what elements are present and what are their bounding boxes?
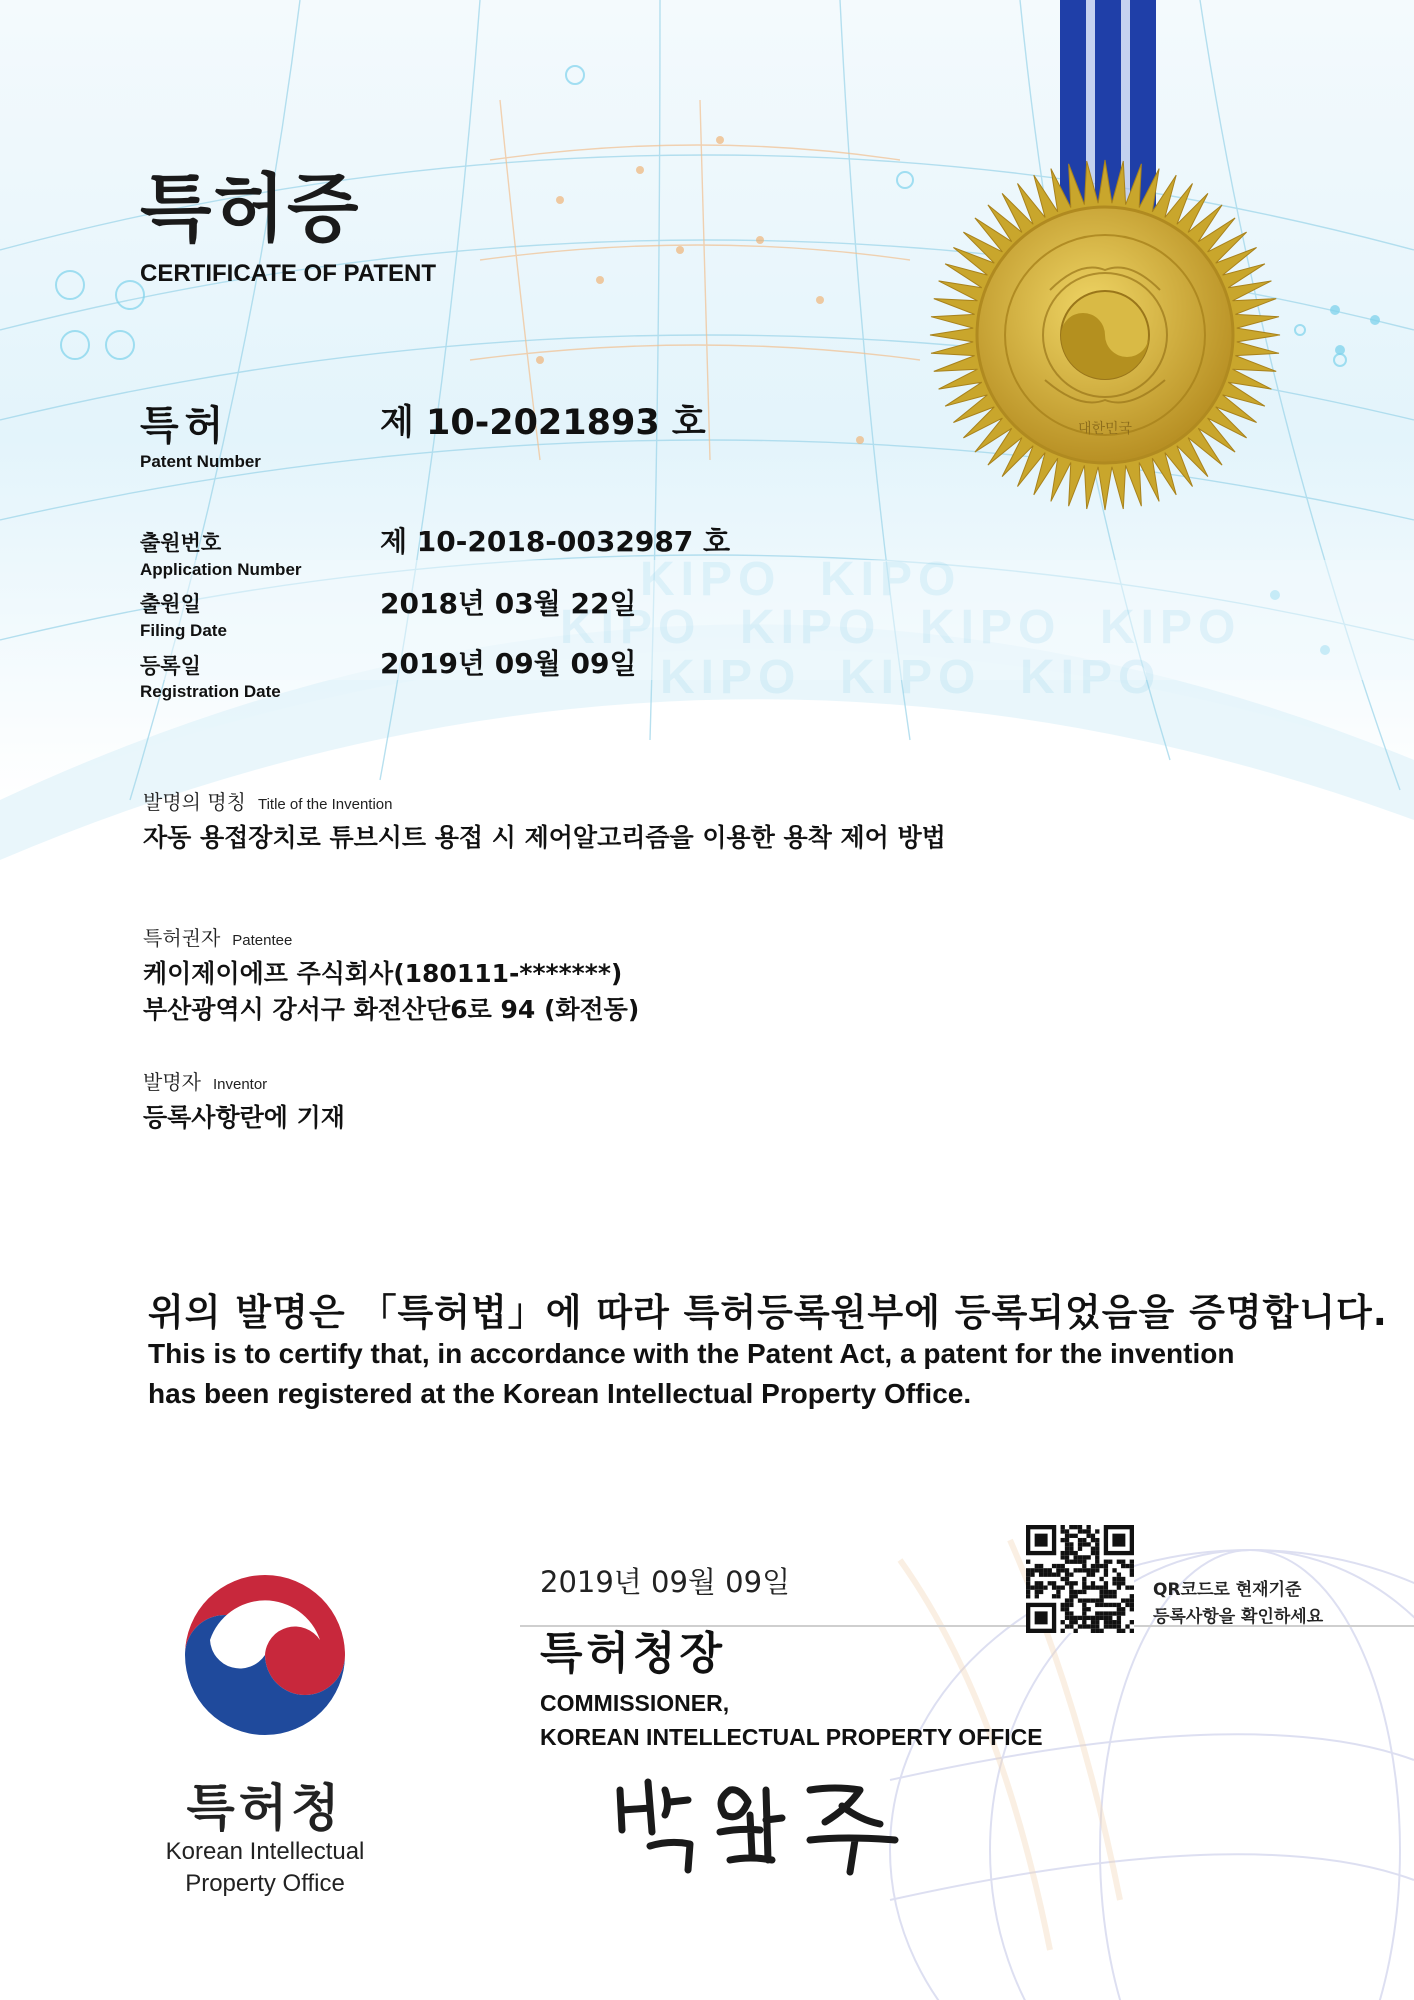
commissioner-signature <box>610 1760 910 1880</box>
certificate-title: 특허증 <box>140 166 361 252</box>
kipo-emblem-icon <box>180 1570 350 1740</box>
inventor-label <box>143 1066 267 1095</box>
qr-note-line2: 등록사항을 확인하세요 <box>1153 1607 1324 1627</box>
inventor-label-en: Inventor <box>212 1076 268 1093</box>
watermark-text: KIPO <box>660 651 802 704</box>
commissioner-title-en-line1: COMMISSIONER, <box>540 1690 730 1716</box>
commissioner-title-en-line2: KOREAN INTELLECTUAL PROPERTY OFFICE <box>540 1724 1043 1750</box>
patent-number-label-en: Patent Number <box>140 452 261 471</box>
watermark-text: KIPO <box>820 553 962 606</box>
patent-number-value: 제 10-2021893 호 <box>380 403 706 443</box>
invention-title-label-ko: 발명의 명칭 <box>143 790 246 814</box>
commissioner-title-ko: 특허청장 <box>540 1628 727 1679</box>
patentee-name: 케이제이에프 주식회사(180111-*******) <box>143 959 623 988</box>
filing-date-value: 2018년 03월 22일 <box>380 587 637 620</box>
issue-date: 2019년 09월 09일 <box>540 1565 791 1599</box>
watermark-text: KIPO <box>560 601 702 654</box>
patentee-label-ko: 특허권자 <box>143 926 221 950</box>
certification-text-en-line1: This is to certify that, in accordance with the Patent Act, a patent for the invention <box>148 1338 1235 1369</box>
application-number-label-en: Application Number <box>140 560 302 579</box>
qr-note-line1: QR코드로 현재기준 <box>1153 1580 1302 1600</box>
watermark-text: KIPO <box>1100 601 1242 654</box>
inventor-label-ko: 발명자 <box>143 1070 201 1094</box>
certification-text-en-line2: has been registered at the Korean Intellectual Property Office. <box>148 1378 972 1409</box>
certification-text-ko: 위의 발명은 「특허법」에 따라 특허등록원부에 등록되었음을 증명합니다. <box>148 1291 1388 1334</box>
watermark-text: KIPO <box>840 651 982 704</box>
patentee-address: 부산광역시 강서구 화전산단6로 94 (화전동) <box>143 995 640 1024</box>
office-name-ko: 특허청 <box>186 1779 344 1837</box>
registration-date-value: 2019년 09월 09일 <box>380 647 637 680</box>
filing-date-label: 출원일 <box>140 592 201 616</box>
application-number-label: 출원번호 <box>140 531 222 555</box>
office-name-en-line1: Korean Intellectual <box>165 1838 365 1865</box>
watermark-text: KIPO <box>740 601 882 654</box>
watermark-text: KIPO <box>1020 651 1162 704</box>
seal-text: 대한민국 <box>1077 421 1133 437</box>
application-number-value: 제 10-2018-0032987 호 <box>380 525 731 558</box>
invention-title-value: 자동 용접장치로 튜브시트 용접 시 제어알고리즘을 이용한 용착 제어 방법 <box>143 823 946 852</box>
patentee-label-en: Patentee <box>232 932 293 949</box>
certificate-title-en: CERTIFICATE OF PATENT <box>140 260 436 287</box>
inventor-value: 등록사항란에 기재 <box>143 1103 345 1132</box>
office-name-en-line2: Property Office <box>185 1870 345 1897</box>
qr-code[interactable] <box>1026 1525 1134 1633</box>
watermark-text: KIPO <box>640 553 782 606</box>
patentee-label <box>143 922 292 951</box>
invention-title-label <box>143 786 393 815</box>
filing-date-label-en: Filing Date <box>140 621 227 640</box>
invention-title-label-en: Title of the Invention <box>257 796 393 813</box>
watermark-text: KIPO <box>920 601 1062 654</box>
registration-date-label-en: Registration Date <box>140 682 281 701</box>
patent-number-label: 특허 <box>140 403 230 449</box>
registration-date-label: 등록일 <box>140 654 201 678</box>
